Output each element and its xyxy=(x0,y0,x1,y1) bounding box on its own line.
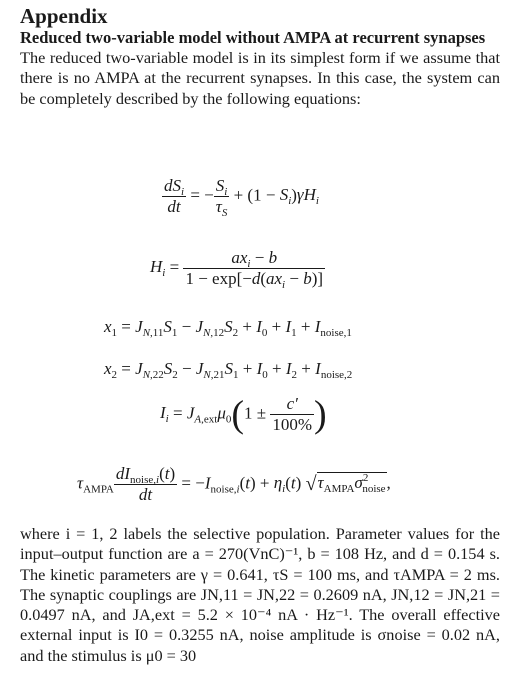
equation-ds-dt: $\frac{dS_i}{dt}$ = − $\frac{S_i}{\tau_S}$ + $(1 - S_i)\gamma H_i$ xyxy=(164,176,319,219)
intro-paragraph: The reduced two-variable model is in its simplest form if we assume that there is no AMPA at the recurrent synapses. In this case, the system can be completely described by the following equations: xyxy=(20,48,500,108)
equation-x1: $x_1 = J_{N,11}S_1 - J_{N,12}S_2 + I_0 + I_1 + I_{noise,1}$ xyxy=(104,317,352,339)
equation-x2: $x_2 = J_{N,22}S_2 - J_{N,21}S_1 + I_0 + I_2 + I_{noise,2}$ xyxy=(104,359,353,381)
appendix-heading: Appendix xyxy=(20,4,108,28)
page xyxy=(20,4,500,665)
equation-h: $H_i$ = $\frac{ax_i - b}{1 - \exp[-d(ax_i - b)]}$ xyxy=(150,248,324,291)
closing-paragraph: where i = 1, 2 labels the selective population. Parameter values for the input–output function are a = 270(VnC)⁻¹, b = 108 Hz, and d = 0.154 s. The kinetic parameters are γ = 0.641, τS = 100 ms, and τAMPA = 2 ms. The synaptic couplings are JN,11 = JN,22 = 0.2609 nA, JN,12 = JN,21 = 0.0497 nA, and JA,ext = 5.2 × 10⁻⁴ nA · Hz⁻¹. The overall effective external input is I0 = 0.3255 nA, noise amplitude is σnoise = 0.02 nA, and the stimulus is μ0 = 30 xyxy=(20,524,500,665)
equation-noise: $\tau_{AMPA}$ $\frac{dI_{noise,i}(t)}{dt}$ = $-I_{noise,i}(t) + \eta_i(t)$ $√\tau_{AMPA}\sigma^2_{noise}$, xyxy=(77,464,391,504)
section-subheading: Reduced two-variable model without AMPA at recurrent synapses xyxy=(20,28,486,47)
equation-i: $I_i = J_{A,ext}\mu_0(1$ ± $\frac{c'}{100\%}$ ) xyxy=(160,393,327,436)
